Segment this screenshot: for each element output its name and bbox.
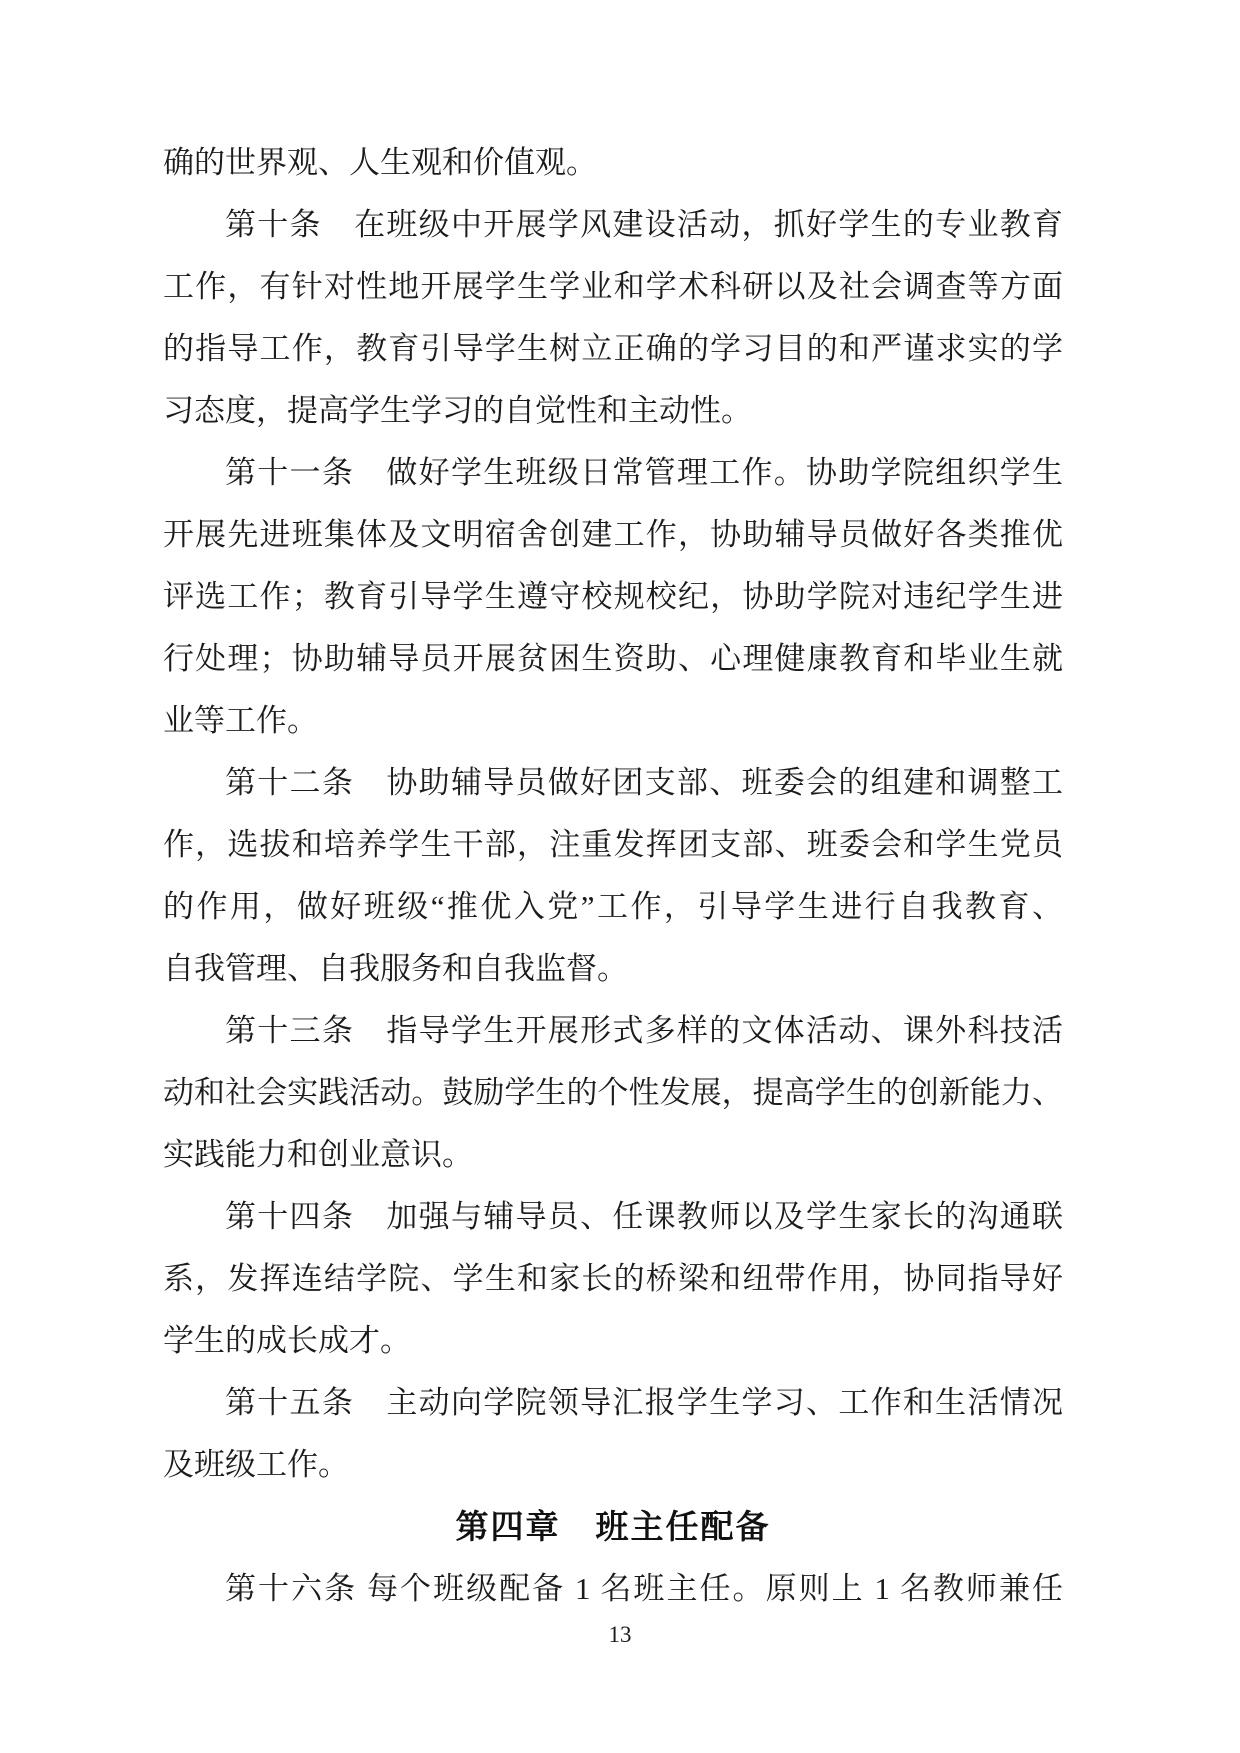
body-line: 的作用，做好班级“推优入党”工作，引导学生进行自我教育、 [163,889,1063,924]
page-number: 13 [608,1622,632,1647]
body-line: 第十四条 加强与辅导员、任课教师以及学生家长的沟通联 [225,1199,1063,1234]
body-line: 工作，有针对性地开展学生学业和学术科研以及社会调查等方面 [163,269,1063,304]
body-line: 第十六条 每个班级配备 1 名班主任。原则上 1 名教师兼任 [225,1571,1063,1606]
body-line: 第十五条 主动向学院领导汇报学生学习、工作和生活情况 [225,1385,1063,1420]
body-line: 第十条 在班级中开展学风建设活动，抓好学生的专业教育 [225,207,1063,242]
body-line: 第十一条 做好学生班级日常管理工作。协助学院组织学生 [225,455,1063,490]
body-line: 实践能力和创业意识。 [163,1137,473,1172]
body-line: 动和社会实践活动。鼓励学生的个性发展，提高学生的创新能力、 [163,1075,1063,1110]
body-line: 习态度，提高学生学习的自觉性和主动性。 [163,393,752,428]
body-line: 行处理；协助辅导员开展贫困生资助、心理健康教育和毕业生就 [163,641,1063,676]
body-line: 第十三条 指导学生开展形式多样的文体活动、课外科技活 [225,1013,1063,1048]
body-line: 作，选拔和培养学生干部，注重发挥团支部、班委会和学生党员 [163,827,1063,862]
body-line: 系，发挥连结学院、学生和家长的桥梁和纽带作用，协同指导好 [163,1261,1063,1296]
body-line: 评选工作；教育引导学生遵守校规校纪，协助学院对违纪学生进 [163,579,1063,614]
body-line: 开展先进班集体及文明宿舍创建工作，协助辅导员做好各类推优 [163,517,1063,552]
body-line: 的指导工作，教育引导学生树立正确的学习目的和严谨求实的学 [163,331,1063,366]
chapter-heading: 第四章 班主任配备 [455,1508,771,1545]
body-line: 及班级工作。 [163,1447,349,1482]
document-body [163,132,1063,1620]
body-line: 业等工作。 [163,703,318,738]
body-line: 确的世界观、人生观和价值观。 [163,145,597,180]
body-line: 自我管理、自我服务和自我监督。 [163,951,628,986]
body-line: 学生的成长成才。 [163,1323,411,1358]
body-line: 第十二条 协助辅导员做好团支部、班委会的组建和调整工 [225,765,1063,800]
